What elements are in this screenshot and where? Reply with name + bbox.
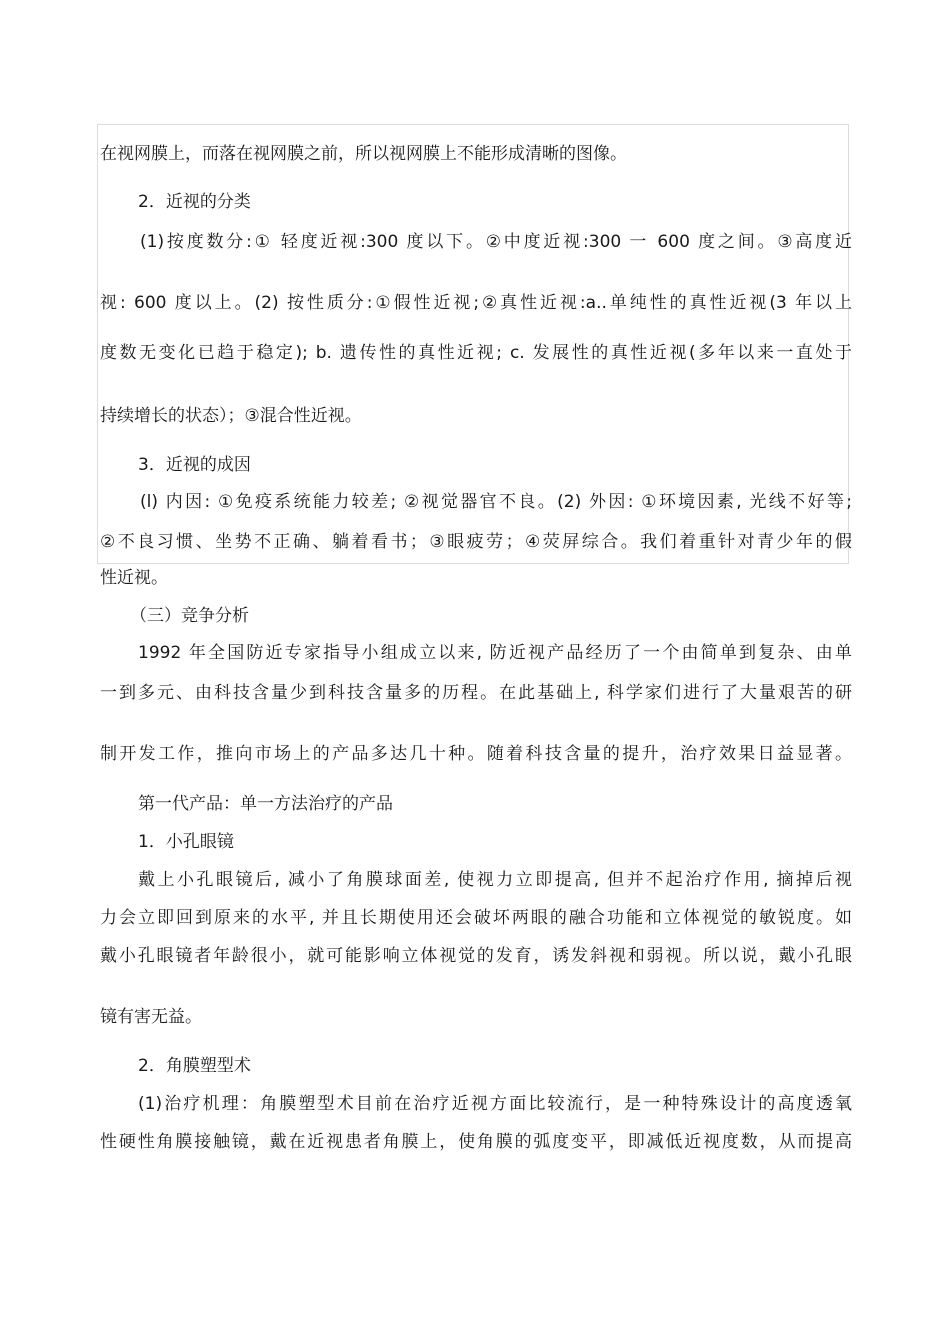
- text-line: 戴小孔眼镜者年龄很小，就可能影响立体视觉的发育，诱发斜视和弱视。所以说，戴小孔眼: [100, 946, 852, 966]
- section-heading: 2．角膜塑型术: [138, 1056, 251, 1076]
- text-line: 制开发工作，推向市场上的产品多达几十种。随着科技含量的提升，治疗效果日益显著。: [100, 744, 852, 764]
- text-line: 戴上小孔眼镜后, 减小了角膜球面差, 使视力立即提高, 但并不起治疗作用, 摘掉后视: [138, 870, 852, 890]
- section-heading: 1．小孔眼镜: [138, 832, 234, 852]
- text-line: (1)按度数分:① 轻度近视:300 度以下。②中度近视:300 一 600 度之间。③高度近: [140, 232, 852, 252]
- text-line: 镜有害无益。: [100, 1007, 202, 1027]
- text-line: (l) 内因: ①免疫系统能力较差; ②视觉器官不良。(2) 外因: ①环境因素, 光线不好等;: [140, 492, 852, 512]
- section-heading: 第一代产品：单一方法治疗的产品: [138, 794, 393, 814]
- text-line: ②不良习惯、坐势不正确、躺着看书；③眼疲劳；④荧屏综合。我们着重针对青少年的假: [100, 532, 852, 552]
- text-line: 度数无变化已趋于稳定); b. 遗传性的真性近视; c. 发展性的真性近视(多年以来一直处于: [100, 343, 852, 363]
- text-line: 在视网膜上，而落在视网膜之前，所以视网膜上不能形成清晰的图像。: [100, 144, 627, 164]
- text-line: 性硬性角膜接触镜，戴在近视患者角膜上，使角膜的弧度变平，即减低近视度数，从而提高: [100, 1132, 852, 1152]
- text-line: 性近视。: [100, 568, 168, 588]
- section-heading: 3．近视的成因: [138, 455, 251, 475]
- text-line: 一到多元、由科技含量少到科技含量多的历程。在此基础上, 科学家们进行了大量艰苦的研: [100, 683, 852, 703]
- text-line: 持续增长的状态）；③混合性近视。: [100, 406, 362, 426]
- text-line: 视: 600 度以上。(2) 按性质分:①假性近视;②真性近视:a..单纯性的真性近视(3 年以上: [100, 293, 852, 313]
- section-heading: （三）竞争分析: [130, 606, 249, 626]
- text-line: 1992 年全国防近专家指导小组成立以来, 防近视产品经历了一个由简单到复杂、由单: [138, 643, 852, 663]
- text-line: (1)治疗机理：角膜塑型术目前在治疗近视方面比较流行，是一种特殊设计的高度透氧: [138, 1094, 852, 1114]
- text-line: 力会立即回到原来的水平, 并且长期使用还会破坏两眼的融合功能和立体视觉的敏锐度。如: [100, 908, 852, 928]
- section-heading: 2．近视的分类: [138, 192, 251, 212]
